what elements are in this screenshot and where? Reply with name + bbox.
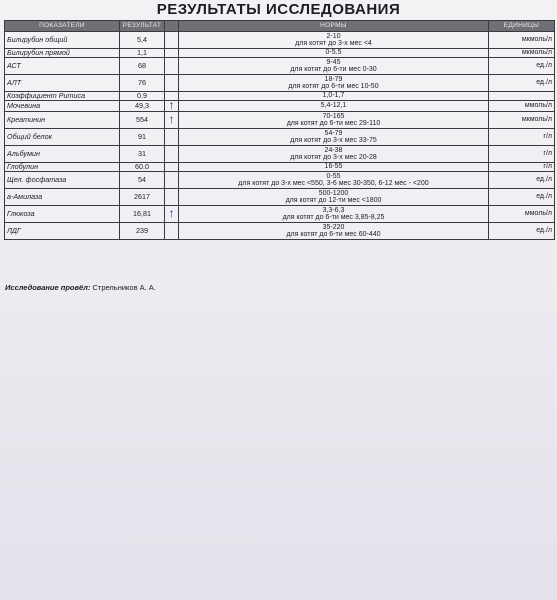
table-row: [5, 172, 555, 189]
table-row: [5, 75, 555, 92]
norm-cell: [179, 223, 489, 240]
flag-cell: [165, 163, 179, 172]
norm-range: 2-10: [326, 32, 341, 40]
norm-cell: [179, 32, 489, 49]
result-value: 5,4: [120, 32, 165, 49]
table-row: [5, 223, 555, 240]
results-table: [4, 20, 555, 240]
table-header-row: [5, 21, 555, 32]
result-value: 1,1: [120, 49, 165, 58]
table-row: [5, 206, 555, 223]
header-norms: НОРМЫ: [179, 21, 489, 32]
norm-range: 0-55: [326, 172, 341, 180]
result-value: 239: [120, 223, 165, 240]
table-row: [5, 101, 555, 112]
result-value: 54: [120, 172, 165, 189]
indicator-name: Билирубин прямой: [5, 49, 120, 58]
unit-cell: ммоль/л: [489, 206, 555, 223]
indicator-name: Коэффициент Ритиса: [5, 92, 120, 101]
flag-cell: [165, 146, 179, 163]
norm-cell: [179, 206, 489, 223]
norm-cell: [179, 112, 489, 129]
table-row: [5, 92, 555, 101]
norm-range: 70-165: [322, 112, 345, 120]
norm-range: 16-55: [324, 163, 343, 171]
flag-cell: [165, 172, 179, 189]
header-indicators: ПОКАЗАТЕЛИ: [5, 21, 120, 32]
norm-range: 1,0-1,7: [322, 92, 345, 100]
result-value: 554: [120, 112, 165, 129]
flag-cell: [165, 75, 179, 92]
norm-range: 5,4-12,1: [320, 102, 347, 110]
unit-cell: ммоль/л: [489, 101, 555, 112]
result-value: 0.9: [120, 92, 165, 101]
norm-cell: [179, 129, 489, 146]
table-row: [5, 163, 555, 172]
norm-kitten-range: для котят до 6-ти мес 3,85-8,25: [282, 214, 385, 221]
norm-cell: [179, 101, 489, 112]
unit-cell: ед./л: [489, 189, 555, 206]
norm-range: 0-5.5: [325, 49, 342, 57]
norm-range: 9-45: [326, 58, 341, 66]
table-row: [5, 146, 555, 163]
flag-cell: [165, 206, 179, 223]
result-value: 2617: [120, 189, 165, 206]
flag-cell: [165, 97, 179, 112]
norm-range: 18-79: [324, 75, 343, 83]
norm-range: 35-220: [322, 223, 345, 231]
norm-kitten-range: для котят до 12-ти мес <1800: [285, 197, 382, 204]
unit-cell: г/л: [489, 129, 555, 146]
norm-kitten-range: для котят до 3-х мес 20-28: [290, 154, 377, 161]
norm-cell: [179, 172, 489, 189]
flag-cell: [165, 223, 179, 240]
unit-cell: ед./л: [489, 58, 555, 75]
norm-range: 3,3-6,3: [322, 206, 345, 214]
up-arrow-icon: ↑: [168, 205, 175, 220]
norm-kitten-range: для котят до 3-х мес 33-75: [290, 137, 377, 144]
unit-cell: ед./л: [489, 223, 555, 240]
flag-cell: [165, 58, 179, 75]
result-value: 16,81: [120, 206, 165, 223]
result-value: 60.0: [120, 163, 165, 172]
norm-cell: [179, 58, 489, 75]
footer-person: Стрельников А. А.: [92, 283, 156, 292]
unit-cell: [489, 92, 555, 101]
flag-cell: [165, 189, 179, 206]
indicator-name: Общий белок: [5, 129, 120, 146]
unit-cell: ед./л: [489, 172, 555, 189]
norm-cell: [179, 92, 489, 101]
norm-cell: [179, 146, 489, 163]
flag-cell: [165, 32, 179, 49]
norm-cell: [179, 163, 489, 172]
unit-cell: мкмоль/л: [489, 49, 555, 58]
indicator-name: Глюкоза: [5, 206, 120, 223]
indicator-name: a-Амилаза: [5, 189, 120, 206]
unit-cell: ед./л: [489, 75, 555, 92]
norm-cell: [179, 49, 489, 58]
norm-kitten-range: для котят до 3-х мес <550, 3-6 мес 30-350, 6-12 мес - <200: [238, 180, 429, 187]
indicator-name: Глобулин: [5, 163, 120, 172]
result-value: 68: [120, 58, 165, 75]
norm-kitten-range: для котят до 6-ти мес 29-110: [286, 120, 381, 127]
result-value: 49,3: [120, 101, 165, 112]
page-title: РЕЗУЛЬТАТЫ ИССЛЕДОВАНИЯ: [156, 1, 401, 18]
table-row: [5, 129, 555, 146]
table-row: [5, 189, 555, 206]
up-arrow-icon: ↑: [168, 111, 175, 126]
unit-cell: г/л: [489, 163, 555, 172]
flag-cell: [165, 49, 179, 58]
results-body: [5, 32, 555, 240]
norm-range: 24-38: [324, 146, 343, 154]
norm-kitten-range: для котят до 6-ти мес 60-440: [286, 231, 381, 238]
indicator-name: ЛДГ: [5, 223, 120, 240]
result-value: 91: [120, 129, 165, 146]
result-value: 76: [120, 75, 165, 92]
norm-range: 500-1200: [318, 189, 349, 197]
table-row: [5, 49, 555, 58]
up-arrow-icon: ↑: [168, 97, 175, 112]
footer-label: Исследование провёл:: [5, 283, 91, 292]
unit-cell: мкмоль/л: [489, 32, 555, 49]
table-row: [5, 32, 555, 49]
header-result: РЕЗУЛЬТАТ: [120, 21, 165, 32]
norm-cell: [179, 189, 489, 206]
indicator-name: Щел. фосфатаза: [5, 172, 120, 189]
flag-cell: [165, 112, 179, 129]
indicator-name: Креатинин: [5, 112, 120, 129]
norm-range: 54-79: [324, 129, 343, 137]
header-flag: [165, 21, 179, 32]
header-units: ЕДИНИЦЫ: [489, 21, 555, 32]
table-row: [5, 112, 555, 129]
table-row: [5, 58, 555, 75]
norm-cell: [179, 75, 489, 92]
indicator-name: АСТ: [5, 58, 120, 75]
flag-cell: [165, 129, 179, 146]
indicator-name: Альбумин: [5, 146, 120, 163]
norm-kitten-range: для котят до 6-ти мес 10-50: [288, 83, 379, 90]
indicator-name: Билирубин общий: [5, 32, 120, 49]
indicator-name: Мочевина: [5, 101, 120, 112]
indicator-name: АЛТ: [5, 75, 120, 92]
norm-kitten-range: для котят до 3-х мес <4: [295, 40, 372, 47]
unit-cell: г/л: [489, 146, 555, 163]
result-value: 31: [120, 146, 165, 163]
footer: [5, 283, 156, 292]
norm-kitten-range: для котят до 6-ти мес 0-30: [290, 66, 377, 73]
unit-cell: мкмоль/л: [489, 112, 555, 129]
